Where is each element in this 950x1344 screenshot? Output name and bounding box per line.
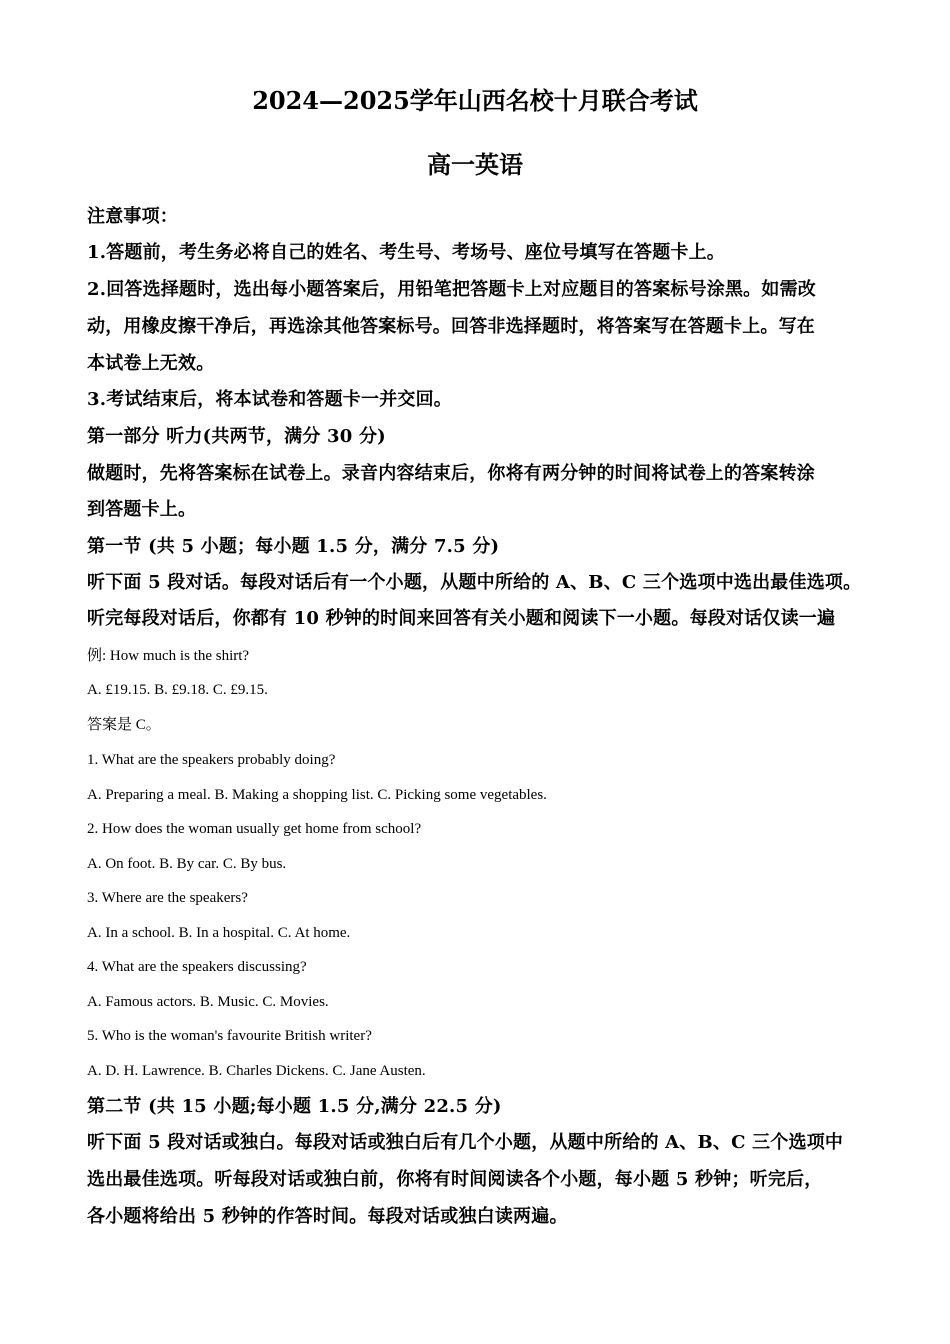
question-5-options: A. D. H. Lawrence. B. Charles Dickens. C. Jane Austen.	[87, 1063, 426, 1079]
section2-instruction-line-3: 各小题将给出 5 秒钟的作答时间。每段对话或独白读两遍。	[87, 1206, 568, 1227]
part1-intro-line-2: 到答题卡上。	[87, 499, 197, 520]
question-1-options: A. Preparing a meal. B. Making a shopping list. C. Picking some vegetables.	[87, 787, 547, 803]
question-3-options: A. In a school. B. In a hospital. C. At home.	[87, 925, 351, 941]
section1-instruction-line-2: 听完每段对话后，你都有 10 秒钟的时间来回答有关小题和阅读下一小题。每段对话仅读一遍	[87, 608, 836, 629]
section2-heading: 第二节 (共 15 小题;每小题 1.5 分,满分 22.5 分)	[87, 1096, 502, 1117]
part1-intro-line-1: 做题时，先将答案标在试卷上。录音内容结束后，你将有两分钟的时间将试卷上的答案转涂	[87, 463, 815, 484]
question-5: 5. Who is the woman's favourite British writer?	[87, 1028, 372, 1044]
notice-item-2-line-2: 动，用橡皮擦干净后，再选涂其他答案标号。回答非选择题时，将答案写在答题卡上。写在	[87, 316, 815, 337]
question-3: 3. Where are the speakers?	[87, 890, 248, 906]
section1-heading: 第一节 (共 5 小题；每小题 1.5 分，满分 7.5 分)	[87, 536, 500, 557]
section1-instruction-line-1: 听下面 5 段对话。每段对话后有一个小题，从题中所给的 A、B、C 三个选项中选出最佳选项。	[87, 572, 862, 593]
example-question: 例: How much is the shirt?	[87, 648, 250, 664]
example-options: A. £19.15. B. £9.18. C. £9.15.	[87, 682, 268, 698]
section2-instruction-line-2: 选出最佳选项。听每段对话或独白前，你将有时间阅读各个小题，每小题 5 秒钟；听完后，	[87, 1169, 823, 1190]
notice-item-3: 3.考试结束后，将本试卷和答题卡一并交回。	[87, 389, 452, 410]
question-4-options: A. Famous actors. B. Music. C. Movies.	[87, 994, 329, 1010]
exam-subject: 高一英语	[427, 150, 523, 179]
section2-instruction-line-1: 听下面 5 段对话或独白。每段对话或独白后有几个小题，从题中所给的 A、B、C 三个选项中	[87, 1132, 844, 1153]
exam-title: 2024—2025学年山西名校十月联合考试	[252, 86, 698, 115]
notice-item-1: 1.答题前，考生务必将自己的姓名、考生号、考场号、座位号填写在答题卡上。	[87, 242, 725, 263]
question-2-options: A. On foot. B. By car. C. By bus.	[87, 856, 287, 872]
notice-heading: 注意事项：	[87, 206, 178, 227]
question-2: 2. How does the woman usually get home from school?	[87, 821, 422, 837]
example-answer: 答案是 C。	[87, 717, 161, 733]
question-1: 1. What are the speakers probably doing?	[87, 752, 336, 768]
notice-item-2-line-3: 本试卷上无效。	[87, 353, 215, 374]
part1-heading: 第一部分 听力(共两节，满分 30 分)	[87, 426, 386, 447]
notice-item-2-line-1: 2.回答选择题时，选出每小题答案后，用铅笔把答题卡上对应题目的答案标号涂黑。如需改	[87, 279, 816, 300]
question-4: 4. What are the speakers discussing?	[87, 959, 307, 975]
